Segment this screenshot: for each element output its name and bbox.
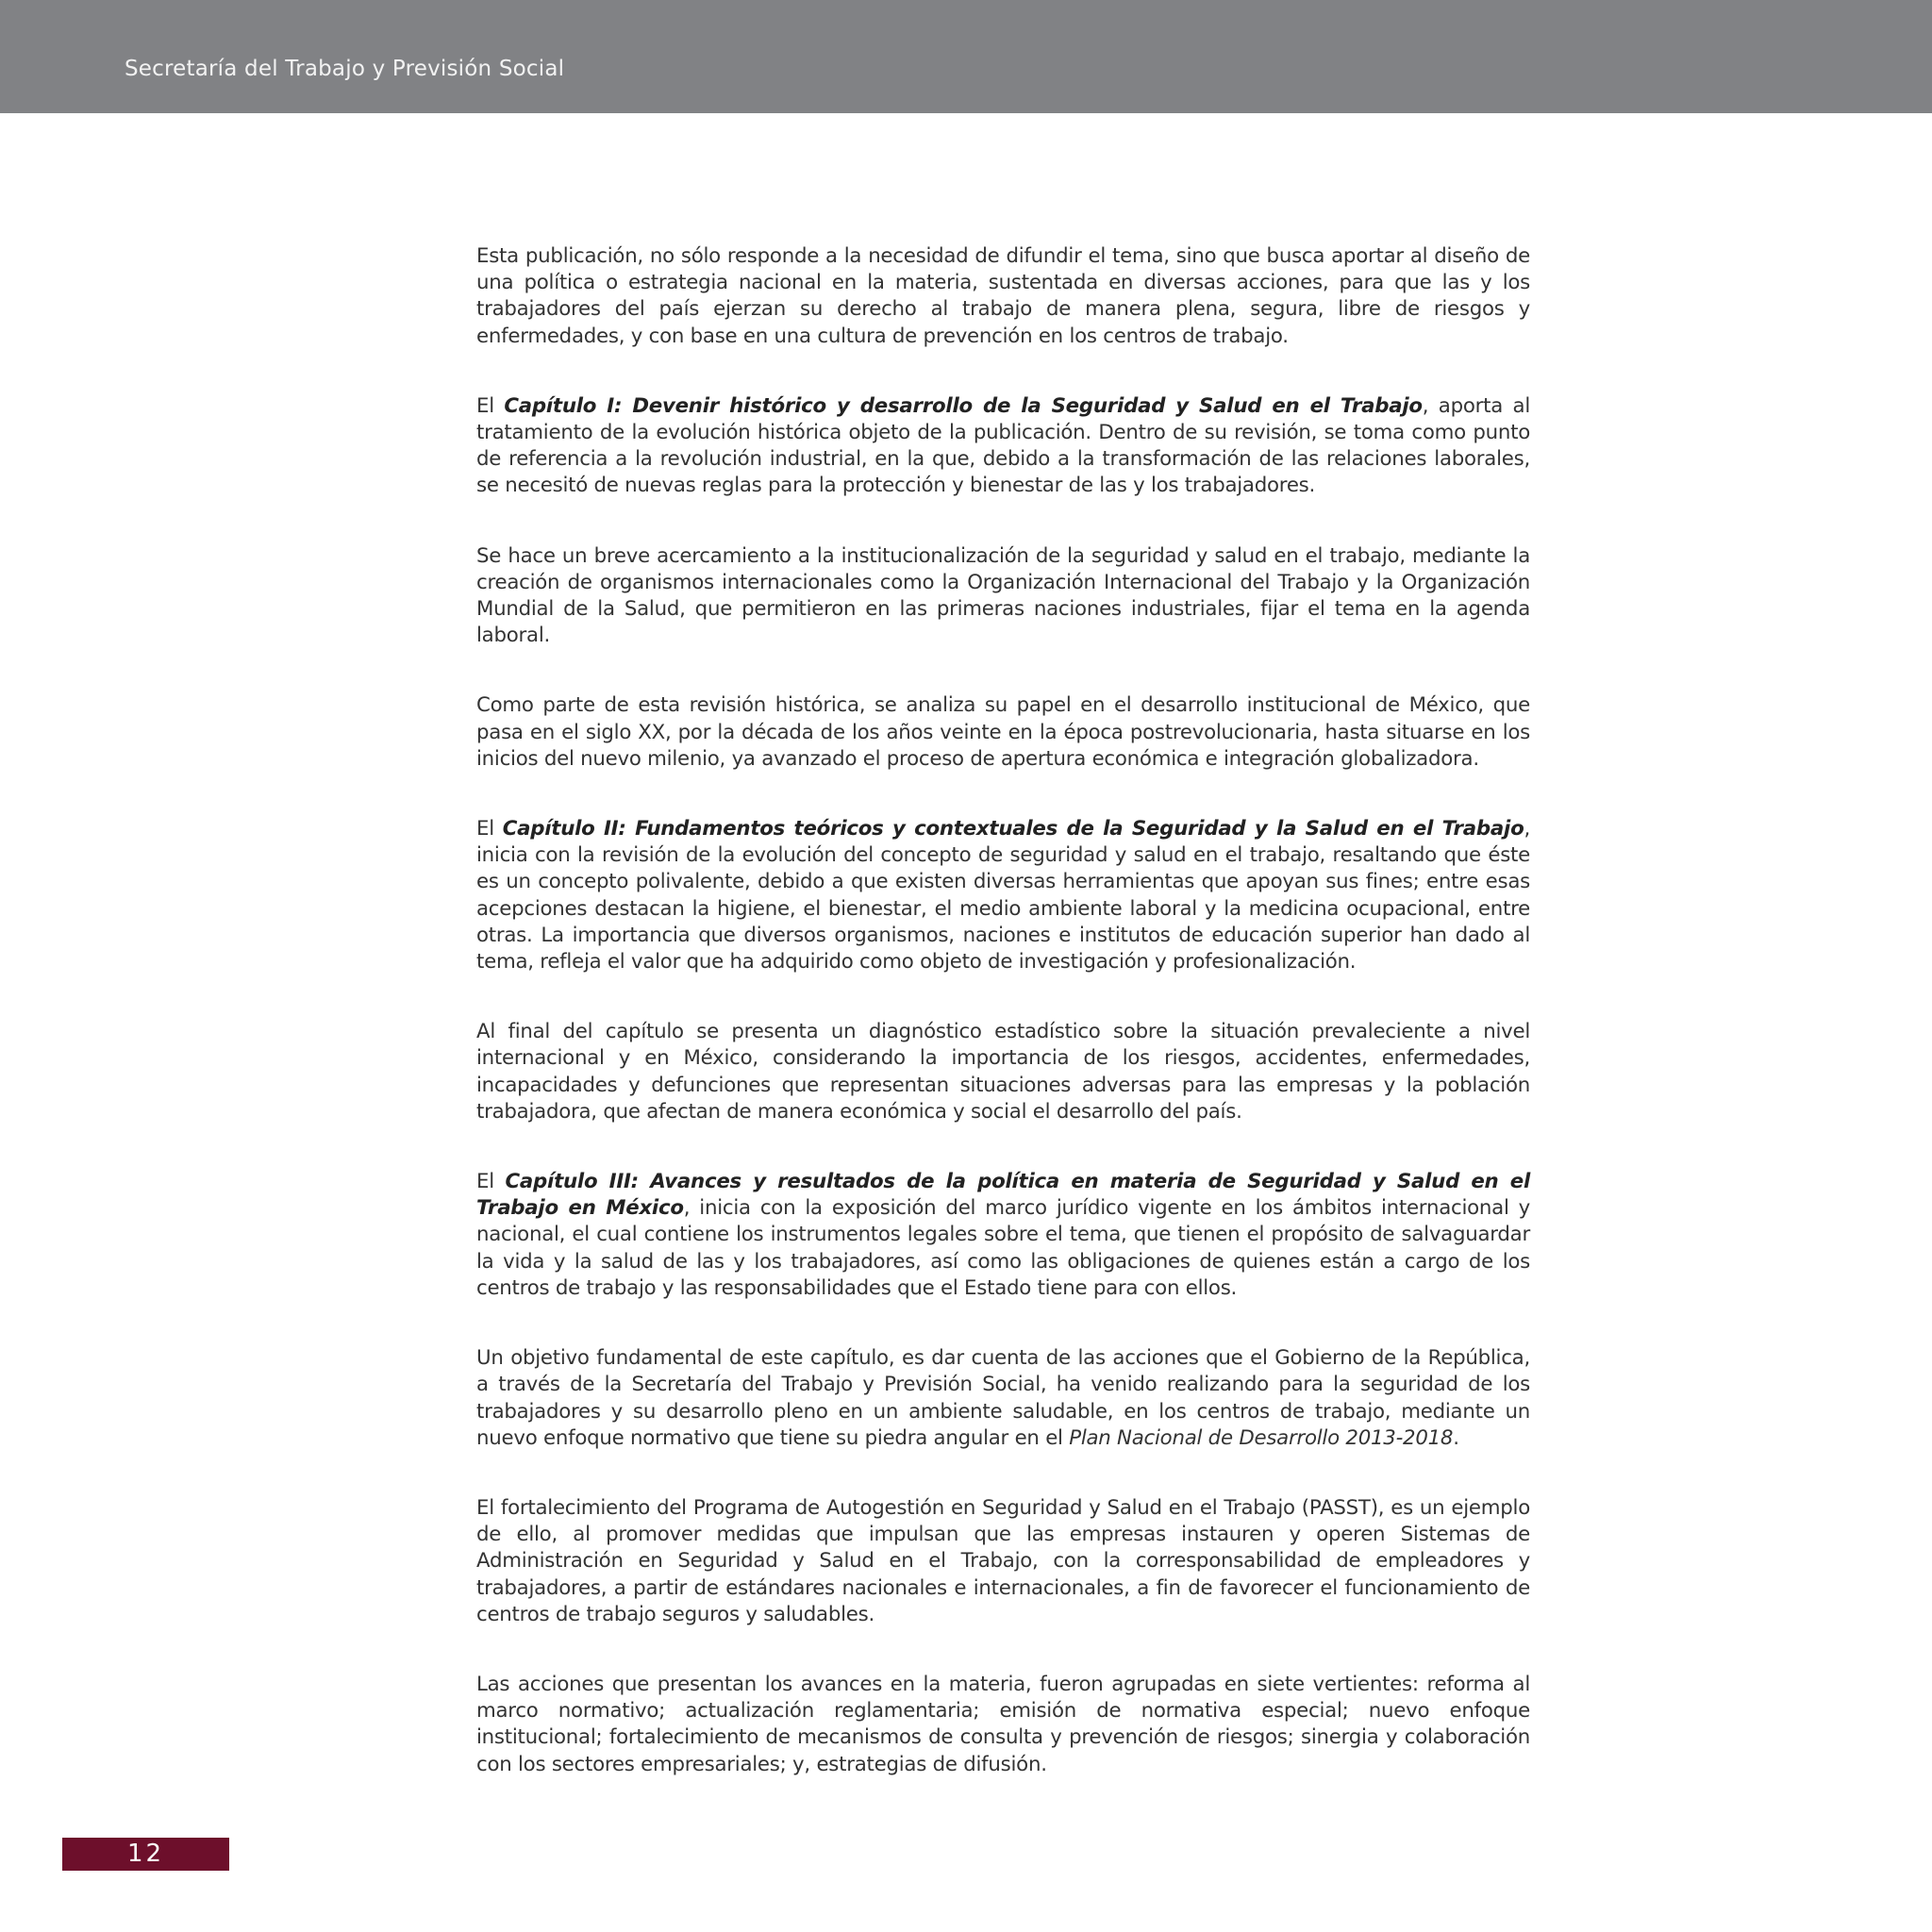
paragraph-8-pre: Un objetivo fundamental de este capítulo, es dar cuenta de las acciones que el Gobierno de la República, a través de la Secretaría del Trabajo y Previsión Social, ha venido realizando para la seguridad de los trabajadores y su desarrollo pleno en un ambiente saludable, en los centros de trabajo, mediante un nuevo enfoque normativo que tiene su piedra angular en el (476, 1346, 1530, 1450)
header-title: Secretaría del Trabajo y Previsión Social (125, 57, 565, 81)
paragraph-8-post: . (1453, 1425, 1459, 1450)
paragraph-5-post: , inicia con la revisión de la evolución del concepto de seguridad y salud en el trabajo, resaltando que éste es un concepto polivalente, debido a que existen diversas herramientas que apoyan sus fines; entre esas acepciones destacan la higiene, el bienestar, el medio ambiente laboral y la medicina ocupacional, entre otras. La importancia que diversos organismos, naciones e institutos de educación superior han dado al tema, refleja el valor que ha adquirido como objeto de investigación y profesionalización. (476, 817, 1530, 974)
paragraph-2 (476, 393, 1530, 500)
paragraph-2-post: , aporta al tratamiento de la evolución histórica objeto de la publicación. Dentro de su revisión, se toma como punto de referencia a la revolución industrial, en la que, debido a la transformación de las relaciones laborales, se necesitó de nuevas reglas para la protección y bienestar de las y los trabajadores. (476, 393, 1530, 498)
body-text (476, 243, 1530, 1822)
page-number-box (62, 1838, 229, 1871)
paragraph-7-post: , inicia con la exposición del marco jurídico vigente en los ámbitos internacional y nacional, el cual contiene los instrumentos legales sobre el tema, que tienen el propósito de salvaguardar la vida y la salud de las y los trabajadores, así como las obligaciones de quienes están a cargo de los centros de trabajo y las responsabilidades que el Estado tiene para con ellos. (476, 1196, 1530, 1300)
paragraph-9: El fortalecimiento del Programa de Autogestión en Seguridad y Salud en el Trabajo (PASST), es un ejemplo de ello, al promover medidas que impulsan que las empresas instauren y operen Sistemas de Administración en Seguridad y Salud en el Trabajo, con la corresponsabilidad de empleadores y trabajadores, a partir de estándares nacionales e internacionales, a fin de favorecer el funcionamiento de centros de trabajo seguros y saludables. (476, 1495, 1530, 1626)
page-number: 12 (126, 1840, 165, 1868)
paragraph-4: Como parte de esta revisión histórica, se analiza su papel en el desarrollo institucional de México, que pasa en el siglo XX, por la década de los años veinte en la época postrevolucionaria, hasta situarse en los inicios del nuevo milenio, ya avanzado el proceso de apertura económica e integración globalizadora. (476, 693, 1530, 771)
plan-nacional-title: Plan Nacional de Desarrollo 2013-2018 (1069, 1425, 1454, 1450)
paragraph-3: Se hace un breve acercamiento a la institucionalización de la seguridad y salud en el trabajo, mediante la creación de organismos internacionales como la Organización Internacional del Trabajo y la Organización Mundial de la Salud, que permitieron en las primeras naciones industriales, fijar el tema en la agenda laboral. (476, 543, 1530, 648)
paragraph-5-pre: El (476, 817, 503, 841)
paragraph-2-pre: El (476, 393, 505, 418)
paragraph-8 (476, 1345, 1530, 1452)
paragraph-7 (476, 1169, 1530, 1302)
paragraph-1: Esta publicación, no sólo responde a la necesidad de difundir el tema, sino que busca aportar al diseño de una política o estrategia nacional en la materia, sustentada en diversas acciones, para que las y los trabajadores del país ejerzan su derecho al trabajo de manera plena, segura, libre de riesgos y enfermedades, y con base en una cultura de prevención en los centros de trabajo. (476, 244, 1530, 348)
chapter-3-title: Capítulo III: Avances y resultados de la política en materia de Seguridad y Salud en el Trabajo en México (476, 1170, 1530, 1221)
paragraph-5 (476, 816, 1530, 975)
paragraph-6: Al final del capítulo se presenta un diagnóstico estadístico sobre la situación prevaleciente a nivel internacional y en México, considerando la importancia de los riesgos, accidentes, enfermedades, incapacidades y defunciones que representan situaciones adversas para las empresas y la población trabajadora, que afectan de manera económica y social el desarrollo del país. (476, 1020, 1530, 1124)
chapter-1-title: Capítulo I: Devenir histórico y desarrollo de la Seguridad y Salud en el Trabajo (504, 393, 1423, 418)
paragraph-7-pre: El (476, 1170, 506, 1194)
paragraph-10: Las acciones que presentan los avances en la materia, fueron agrupadas en siete vertientes: reforma al marco normativo; actualización reglamentaria; emisión de normativa especial; nuevo enfoque institucional; fortalecimiento de mecanismos de consulta y prevención de riesgos; sinergia y colaboración con los sectores empresariales; y, estrategias de difusión. (476, 1672, 1530, 1776)
chapter-2-title: Capítulo II: Fundamentos teóricos y contextuales de la Seguridad y la Salud en el Trabajo (502, 817, 1524, 841)
